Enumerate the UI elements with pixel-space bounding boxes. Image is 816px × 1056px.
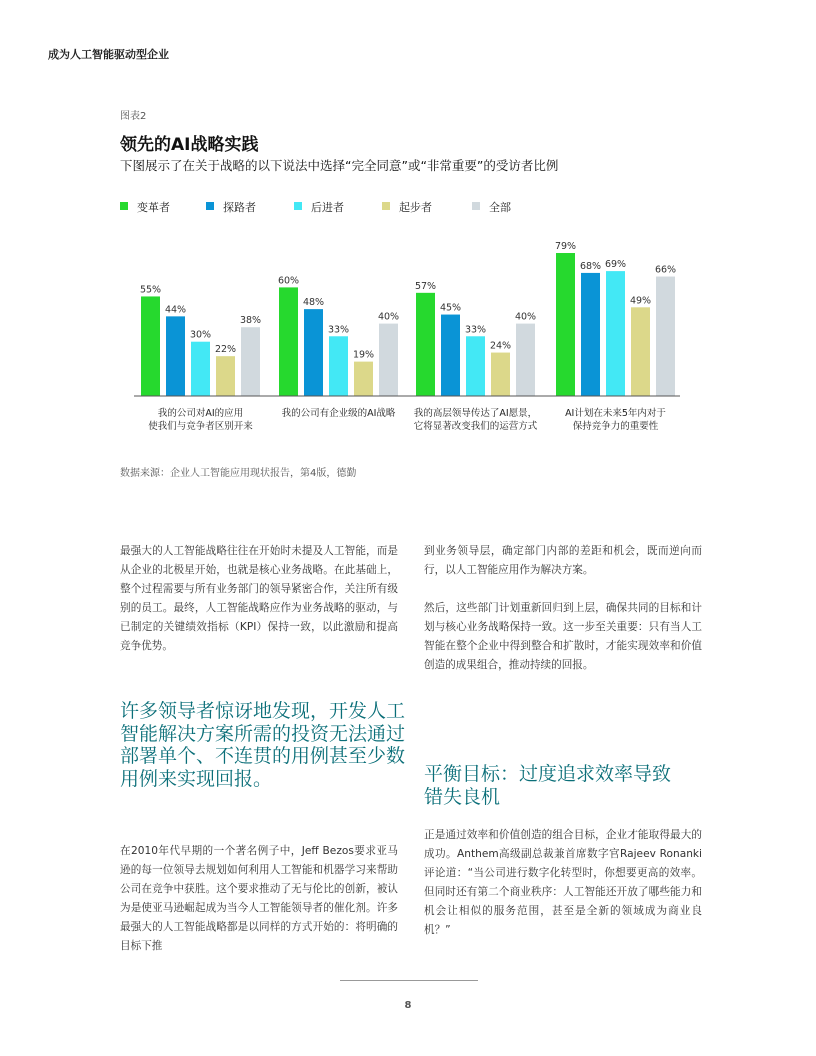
bar [466, 336, 485, 396]
bar-value-label: 45% [439, 302, 462, 314]
body-paragraph-2: 在2010年代早期的一个著名例子中，Jeff Bezos要求亚马逊的每一位领导去规划如何利用人工智能和机器学习来帮助公司在竞争中获胜。这个要求推动了无与伦比的创新，被认为是使亚马逊崛起成为当今人工智能领导者的催化剂。许多最强大的人工智能战略都是以同样的方式开始的：将明确的目标下推 [120, 845, 398, 952]
figure-label: 图表2 [120, 111, 147, 122]
x-tick-label: AI计划在未来5年内对于 [565, 408, 666, 419]
x-tick-label: 它将显著改变我们的运营方式 [413, 421, 538, 432]
bar [279, 287, 298, 396]
bar [441, 315, 460, 396]
bar [191, 342, 210, 396]
bar [491, 353, 510, 396]
header-title: 成为人工智能驱动型企业 [48, 48, 169, 61]
bar [581, 273, 600, 396]
legend-label: 探路者 [223, 201, 256, 214]
chart-source: 数据来源：企业人工智能应用现状报告，第4版，德勤 [120, 468, 357, 479]
x-tick-label: 我的公司有企业级的AI战略 [281, 408, 396, 419]
bar-value-label: 40% [514, 311, 537, 323]
bar [354, 362, 373, 396]
section-heading: 平衡目标：过度追求效率导致错失良机 [424, 763, 672, 808]
bar-value-label: 55% [139, 284, 162, 296]
bar [329, 336, 348, 396]
bar [379, 324, 398, 396]
bar-value-label: 33% [327, 324, 350, 336]
bar [656, 277, 675, 396]
bar [216, 356, 235, 396]
body-paragraph-5: 正是通过效率和价值创造的组合目标，企业才能取得最大的成功。Anthem高级副总裁兼首席数字官Rajeev Ronanki评论道：“当公司进行数字化转型时，你想要更高的效率。但同时还有第二个商业秩序：人工智能还开放了哪些能力和机会让相似的服务范围，甚至是全新的领域成为商业良机？” [424, 829, 702, 936]
x-tick-label: 使我们与竞争者区别开来 [148, 421, 253, 432]
bar [516, 324, 535, 396]
bar-value-label: 79% [554, 241, 577, 253]
body-paragraph-1: 最强大的人工智能战略往往在开始时未提及人工智能，而是从企业的北极星开始，也就是核心业务战略。在此基础上，整个过程需要与所有业务部门的领导紧密合作，关注所有级别的员工。最终，人工智能战略应作为业务战略的驱动，与已制定的关键绩效指标（KPI）保持一致，以此激励和提高竞争优势。 [120, 545, 398, 652]
bar-value-label: 24% [489, 340, 512, 352]
bar-value-label: 57% [414, 280, 437, 292]
bar-value-label: 66% [654, 264, 677, 276]
bar [141, 296, 160, 396]
bar-value-label: 22% [214, 344, 237, 356]
bar-value-label: 49% [629, 295, 652, 307]
chart-subtitle: 下图展示了在关于战略的以下说法中选择“完全同意”或“非常重要”的受访者比例 [120, 158, 559, 173]
bar-value-label: 40% [377, 311, 400, 323]
bar [241, 327, 260, 396]
body-paragraph-3: 到业务领导层，确定部门内部的差距和机会，既而逆向而行，以人工智能应用作为解决方案。 [424, 545, 702, 576]
legend-label: 起步者 [399, 201, 432, 214]
chart-title: 领先的AI战略实践 [120, 135, 259, 155]
x-tick-label: 我的公司对AI的应用 [157, 408, 244, 419]
pull-quote: 许多领导者惊讶地发现，开发人工智能解决方案所需的投资无法通过部署单个、不连贯的用例甚至少数用例来实现回报。 [120, 700, 406, 790]
legend-label: 后进者 [311, 201, 344, 214]
bar-chart [0, 0, 816, 460]
bar-value-label: 44% [164, 304, 187, 316]
bar-value-label: 68% [579, 260, 602, 272]
bar [606, 271, 625, 396]
bar [631, 307, 650, 396]
bar-value-label: 60% [277, 275, 300, 287]
bar-value-label: 38% [239, 315, 262, 327]
bar-value-label: 19% [352, 349, 375, 361]
bar [166, 316, 185, 396]
legend-label: 全部 [489, 201, 511, 214]
bar [304, 309, 323, 396]
bar-value-label: 48% [302, 297, 325, 309]
x-tick-label: 我的高层领导传达了AI愿景， [413, 408, 538, 419]
page-number: 8 [404, 1000, 412, 1011]
legend-label: 变革者 [137, 201, 170, 214]
body-paragraph-4: 然后，这些部门计划重新回归到上层，确保共同的目标和计划与核心业务战略保持一致。这一步至关重要：只有当人工智能在整个企业中得到整合和扩散时，才能实现效率和价值创造的成果组合，推动持续的回报。 [424, 602, 702, 671]
bar-value-label: 30% [189, 329, 212, 341]
bar-value-label: 69% [604, 259, 627, 271]
bar [416, 293, 435, 396]
x-tick-label: 保持竞争力的重要性 [572, 421, 659, 432]
bar [556, 253, 575, 396]
footer-divider [340, 980, 478, 981]
bar-value-label: 33% [464, 324, 487, 336]
